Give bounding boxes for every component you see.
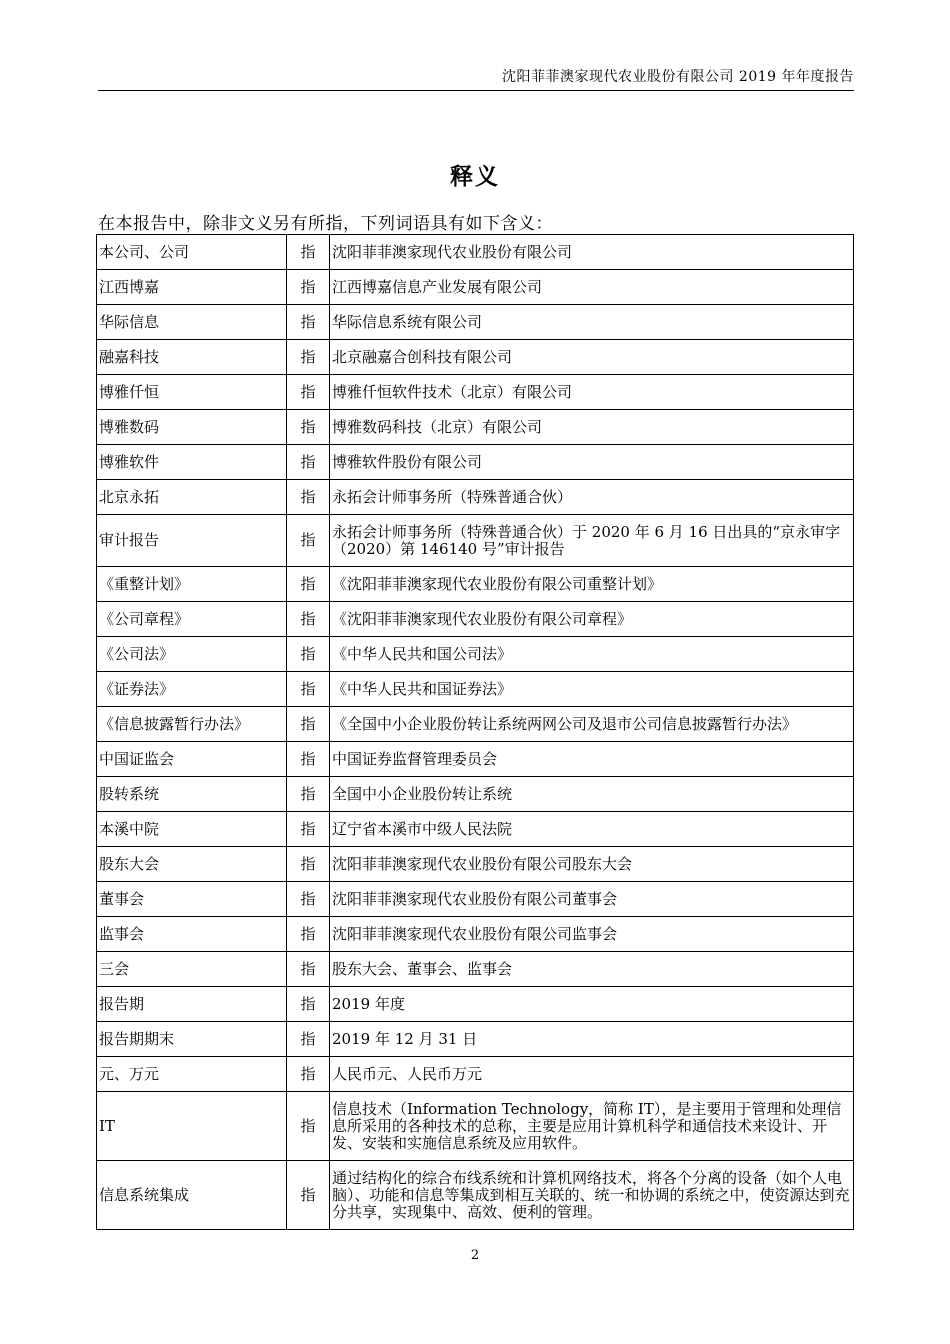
zhi-cell: 指 <box>287 375 330 410</box>
term-cell: 中国证监会 <box>97 742 287 777</box>
table-row <box>97 1161 854 1230</box>
definition-cell: 人民币元、人民币万元 <box>330 1057 854 1092</box>
zhi-cell: 指 <box>287 567 330 602</box>
definition-cell: 华际信息系统有限公司 <box>330 305 854 340</box>
definition-cell: 沈阳菲菲澳家现代农业股份有限公司监事会 <box>330 917 854 952</box>
header-text: 沈阳菲菲澳家现代农业股份有限公司 2019 年年度报告 <box>501 69 854 85</box>
zhi-cell: 指 <box>287 707 330 742</box>
definition-cell: 《中华人民共和国公司法》 <box>330 637 854 672</box>
zhi-cell: 指 <box>287 445 330 480</box>
term-cell: 本公司、公司 <box>97 235 287 270</box>
term-cell: 本溪中院 <box>97 812 287 847</box>
definition-cell: 中国证券监督管理委员会 <box>330 742 854 777</box>
term-cell: 股东大会 <box>97 847 287 882</box>
definition-cell: 《沈阳菲菲澳家现代农业股份有限公司章程》 <box>330 602 854 637</box>
term-cell: 华际信息 <box>97 305 287 340</box>
zhi-cell: 指 <box>287 480 330 515</box>
table-row <box>97 812 854 847</box>
table-row <box>97 375 854 410</box>
table-row <box>97 305 854 340</box>
table-row <box>97 987 854 1022</box>
zhi-cell: 指 <box>287 515 330 567</box>
definition-cell: 博雅软件股份有限公司 <box>330 445 854 480</box>
definition-cell: 博雅仟恒软件技术（北京）有限公司 <box>330 375 854 410</box>
definition-cell: 通过结构化的综合布线系统和计算机网络技术，将各个分离的设备（如个人电脑）、功能和信息等集成到相互关联的、统一和协调的系统之中，使资源达到充分共享，实现集中、高效、便利的管理。 <box>330 1161 854 1230</box>
zhi-cell: 指 <box>287 1161 330 1230</box>
zhi-cell: 指 <box>287 882 330 917</box>
table-row <box>97 410 854 445</box>
term-cell: 融嘉科技 <box>97 340 287 375</box>
table-row <box>97 882 854 917</box>
zhi-cell: 指 <box>287 235 330 270</box>
table-row <box>97 567 854 602</box>
zhi-cell: 指 <box>287 777 330 812</box>
definition-cell: 股东大会、董事会、监事会 <box>330 952 854 987</box>
term-cell: 股转系统 <box>97 777 287 812</box>
definition-cell: 永拓会计师事务所（特殊普通合伙）于 2020 年 6 月 16 日出具的“京永审字（2020）第 146140 号”审计报告 <box>330 515 854 567</box>
table-row <box>97 707 854 742</box>
page-header <box>98 64 854 91</box>
table-row <box>97 672 854 707</box>
table-row <box>97 480 854 515</box>
term-cell: 《信息披露暂行办法》 <box>97 707 287 742</box>
table-row <box>97 602 854 637</box>
zhi-cell: 指 <box>287 340 330 375</box>
term-cell: 江西博嘉 <box>97 270 287 305</box>
definition-cell: 沈阳菲菲澳家现代农业股份有限公司股东大会 <box>330 847 854 882</box>
zhi-cell: 指 <box>287 305 330 340</box>
table-row <box>97 777 854 812</box>
term-cell: 《重整计划》 <box>97 567 287 602</box>
term-cell: 报告期期末 <box>97 1022 287 1057</box>
zhi-cell: 指 <box>287 602 330 637</box>
zhi-cell: 指 <box>287 637 330 672</box>
term-cell: 博雅仟恒 <box>97 375 287 410</box>
definition-cell: 北京融嘉合创科技有限公司 <box>330 340 854 375</box>
table-row <box>97 1022 854 1057</box>
term-cell: 元、万元 <box>97 1057 287 1092</box>
zhi-cell: 指 <box>287 672 330 707</box>
zhi-cell: 指 <box>287 1022 330 1057</box>
term-cell: 《公司法》 <box>97 637 287 672</box>
term-cell: 信息系统集成 <box>97 1161 287 1230</box>
definition-cell: 《沈阳菲菲澳家现代农业股份有限公司重整计划》 <box>330 567 854 602</box>
table-row <box>97 340 854 375</box>
definition-cell: 2019 年 12 月 31 日 <box>330 1022 854 1057</box>
table-row <box>97 847 854 882</box>
term-cell: 审计报告 <box>97 515 287 567</box>
term-cell: 董事会 <box>97 882 287 917</box>
definition-cell: 全国中小企业股份转让系统 <box>330 777 854 812</box>
term-cell: 报告期 <box>97 987 287 1022</box>
term-cell: 三会 <box>97 952 287 987</box>
zhi-cell: 指 <box>287 847 330 882</box>
definition-cell: 博雅数码科技（北京）有限公司 <box>330 410 854 445</box>
page-number: 2 <box>470 1248 480 1263</box>
table-row <box>97 515 854 567</box>
term-cell: 北京永拓 <box>97 480 287 515</box>
zhi-cell: 指 <box>287 1092 330 1161</box>
table-row <box>97 952 854 987</box>
intro-text: 在本报告中，除非文义另有所指，下列词语具有如下含义： <box>98 214 553 234</box>
term-cell: 博雅软件 <box>97 445 287 480</box>
definition-cell: 江西博嘉信息产业发展有限公司 <box>330 270 854 305</box>
page-title: 释义 <box>450 163 500 190</box>
table-row <box>97 742 854 777</box>
table-row <box>97 445 854 480</box>
table-row <box>97 270 854 305</box>
term-cell: 监事会 <box>97 917 287 952</box>
term-cell: IT <box>97 1092 287 1161</box>
term-cell: 《证券法》 <box>97 672 287 707</box>
definition-cell: 2019 年度 <box>330 987 854 1022</box>
table-row <box>97 1092 854 1161</box>
definition-cell: 《全国中小企业股份转让系统两网公司及退市公司信息披露暂行办法》 <box>330 707 854 742</box>
table-row <box>97 235 854 270</box>
table-row <box>97 637 854 672</box>
term-cell: 博雅数码 <box>97 410 287 445</box>
definitions-table <box>96 234 854 1230</box>
zhi-cell: 指 <box>287 812 330 847</box>
zhi-cell: 指 <box>287 742 330 777</box>
definition-cell: 沈阳菲菲澳家现代农业股份有限公司 <box>330 235 854 270</box>
table-row <box>97 1057 854 1092</box>
zhi-cell: 指 <box>287 987 330 1022</box>
table-row <box>97 917 854 952</box>
term-cell: 《公司章程》 <box>97 602 287 637</box>
zhi-cell: 指 <box>287 270 330 305</box>
zhi-cell: 指 <box>287 1057 330 1092</box>
definition-cell: 永拓会计师事务所（特殊普通合伙） <box>330 480 854 515</box>
definition-cell: 辽宁省本溪市中级人民法院 <box>330 812 854 847</box>
definition-cell: 《中华人民共和国证券法》 <box>330 672 854 707</box>
zhi-cell: 指 <box>287 410 330 445</box>
zhi-cell: 指 <box>287 917 330 952</box>
zhi-cell: 指 <box>287 952 330 987</box>
definition-cell: 信息技术（Information Technology，简称 IT），是主要用于管理和处理信息所采用的各种技术的总称，主要是应用计算机科学和通信技术来设计、开发、安装和实施信息系统及应用软件。 <box>330 1092 854 1161</box>
definition-cell: 沈阳菲菲澳家现代农业股份有限公司董事会 <box>330 882 854 917</box>
